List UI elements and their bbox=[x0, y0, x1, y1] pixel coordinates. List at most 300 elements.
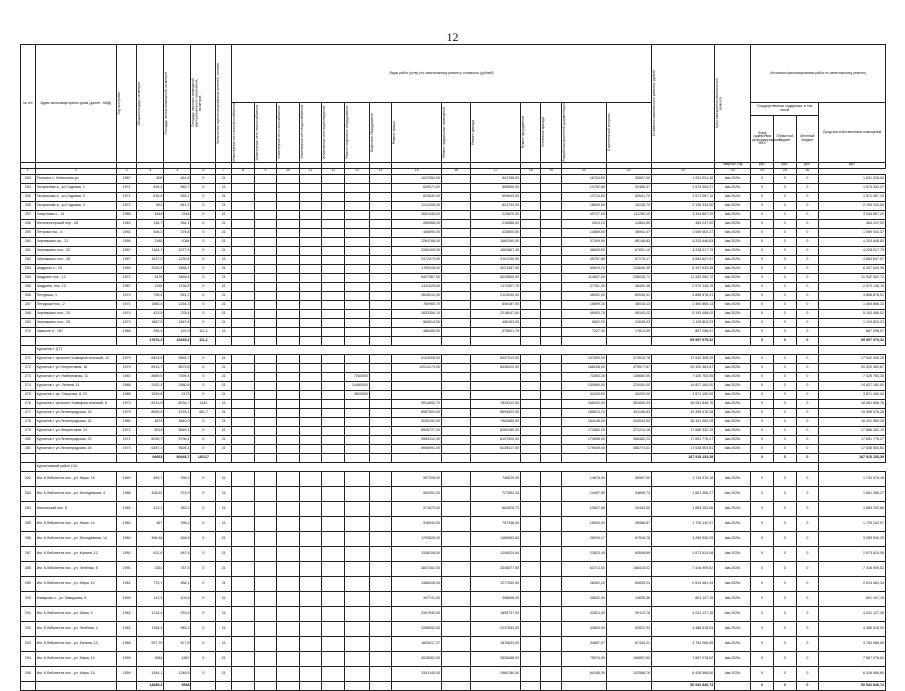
row-work-cost bbox=[254, 651, 277, 666]
row-work-cost bbox=[277, 651, 300, 666]
row-work-cost bbox=[232, 246, 255, 255]
row-work-cost bbox=[344, 606, 369, 621]
row-municipal: 0 bbox=[796, 636, 819, 651]
row-work-cost bbox=[322, 300, 345, 309]
row-work-cost bbox=[232, 561, 255, 576]
row-work-cost bbox=[521, 192, 541, 201]
row-total-area: 798,4 bbox=[137, 291, 164, 300]
row-work-cost: 1825017,37 bbox=[392, 636, 442, 651]
row-address: Железногорский пер., 28 bbox=[35, 219, 116, 228]
unit-deadline: квартал, год bbox=[715, 162, 751, 168]
row-fund: 0 bbox=[751, 291, 774, 300]
row-work-cost: 188208,00 bbox=[561, 363, 606, 372]
row-work-cost bbox=[277, 300, 300, 309]
header-work-1: Инженерные сети электроснабжения bbox=[232, 103, 237, 162]
row-regional: 0 bbox=[773, 516, 796, 531]
row-municipal: 0 bbox=[796, 531, 819, 546]
row-work-cost bbox=[521, 255, 541, 264]
subtotal-blank bbox=[322, 681, 345, 690]
row-deadline: 4кв.2020г. bbox=[715, 426, 751, 435]
row-total-cost: 1 931 021,30 bbox=[652, 174, 715, 183]
subtotal-blank bbox=[21, 336, 36, 345]
row-regional: 0 bbox=[773, 291, 796, 300]
row-work-cost bbox=[322, 666, 345, 681]
row-fund: 0 bbox=[751, 561, 774, 576]
row-deadline: 4кв.2020г. bbox=[715, 606, 751, 621]
row-work-cost bbox=[442, 354, 471, 363]
row-work-cost bbox=[299, 531, 322, 546]
row-address: Курчатов г. ул.Энергетиков, 21 bbox=[35, 426, 116, 435]
row-work-cost bbox=[369, 273, 392, 282]
row-work-cost bbox=[277, 228, 300, 237]
row-work-cost bbox=[322, 372, 345, 381]
row-regional: 0 bbox=[773, 201, 796, 210]
row-regional: 0 bbox=[773, 408, 796, 417]
row-living-area: 1084 bbox=[164, 237, 191, 246]
row-address: Курчатов г. ул.Энергетиков, 18 bbox=[35, 363, 116, 372]
row-work-cost bbox=[521, 219, 541, 228]
row-deadline: 4кв.2020г. bbox=[715, 471, 751, 486]
row-nonres-area: 0 bbox=[191, 561, 216, 576]
row-total-cost: 17 686 332,15 bbox=[652, 426, 715, 435]
row-work-cost bbox=[299, 246, 322, 255]
row-year: 1974 bbox=[116, 444, 136, 453]
row-owners: 3 871 160,00 bbox=[819, 390, 886, 399]
row-nonres-area: 0 bbox=[191, 651, 216, 666]
unit-rub-3: руб. bbox=[796, 162, 819, 168]
row-work-cost: 48400,48 bbox=[606, 282, 651, 291]
row-number: 270 bbox=[21, 327, 36, 336]
row-work-cost bbox=[254, 237, 277, 246]
row-work-cost bbox=[299, 621, 322, 636]
row-address: Им. К.Либкнехта пос., ул. Мира, 14 bbox=[35, 516, 116, 531]
row-work-cost: 8269180,00 bbox=[471, 426, 521, 435]
row-work-cost bbox=[277, 408, 300, 417]
row-work-cost bbox=[442, 192, 471, 201]
row-work-cost bbox=[232, 399, 255, 408]
header-works-group: Виды работ (услуг) по капитальному ремонту, стоимость (рублей) bbox=[232, 45, 652, 103]
row-residents: 21 bbox=[216, 651, 232, 666]
row-work-cost bbox=[254, 591, 277, 606]
subtotal-blank bbox=[277, 453, 300, 462]
row-work-cost bbox=[322, 606, 345, 621]
column-number: 5 bbox=[164, 168, 191, 174]
row-work-cost: 87443,21 bbox=[606, 636, 651, 651]
table-row bbox=[21, 372, 886, 381]
row-living-area: 7399,4 bbox=[164, 372, 191, 381]
row-number: 287 bbox=[21, 546, 36, 561]
row-total-area: 1184,7 bbox=[137, 246, 164, 255]
row-regional: 0 bbox=[773, 399, 796, 408]
row-municipal: 0 bbox=[796, 183, 819, 192]
row-work-cost bbox=[277, 246, 300, 255]
row-nonres-area: 0 bbox=[191, 444, 216, 453]
header-work-13: Разработка проектной документации bbox=[561, 103, 566, 162]
row-work-cost bbox=[521, 381, 541, 390]
header-work-2: Инженерные сети теплоснабжения bbox=[254, 104, 259, 160]
row-work-cost bbox=[442, 399, 471, 408]
row-total-area: 615,6 bbox=[137, 192, 164, 201]
row-work-cost: 33444,05 bbox=[606, 501, 651, 516]
row-living-area: 562,7 bbox=[164, 183, 191, 192]
row-work-cost bbox=[277, 255, 300, 264]
row-work-cost bbox=[442, 228, 471, 237]
row-work-cost bbox=[299, 444, 322, 453]
row-living-area: 983,1 bbox=[164, 621, 191, 636]
row-work-cost bbox=[322, 210, 345, 219]
row-work-cost: 8197520,00 bbox=[471, 435, 521, 444]
row-work-cost bbox=[232, 219, 255, 228]
row-work-cost bbox=[322, 531, 345, 546]
row-work-cost bbox=[369, 309, 392, 318]
subtotal-blank bbox=[21, 453, 36, 462]
subtotal-blank bbox=[116, 453, 136, 462]
row-nonres-area: 0 bbox=[191, 606, 216, 621]
row-work-cost bbox=[521, 417, 541, 426]
row-owners: 1 069 003,37 bbox=[819, 228, 886, 237]
row-address: Им. К.Либкнехта пос., ул. Мира, 15 bbox=[35, 471, 116, 486]
row-number: 292 bbox=[21, 621, 36, 636]
row-fund: 0 bbox=[751, 309, 774, 318]
row-year: 1980 bbox=[116, 417, 136, 426]
row-work-cost bbox=[521, 327, 541, 336]
row-total-area: 770,7 bbox=[137, 576, 164, 591]
row-fund: 0 bbox=[751, 246, 774, 255]
row-total-cost: 2 570 145,76 bbox=[652, 282, 715, 291]
row-work-cost bbox=[541, 237, 561, 246]
row-total-area: 6424,5 bbox=[137, 354, 164, 363]
row-work-cost bbox=[541, 399, 561, 408]
table-row bbox=[21, 531, 886, 546]
row-year: 1974 bbox=[116, 309, 136, 318]
row-deadline: 4кв.2020г. bbox=[715, 486, 751, 501]
subtotal-area: 17876,2 bbox=[137, 336, 164, 345]
row-work-cost bbox=[442, 531, 471, 546]
row-work-cost bbox=[369, 390, 392, 399]
row-nonres-area: 0 bbox=[191, 636, 216, 651]
row-work-cost bbox=[322, 363, 345, 372]
row-fund: 0 bbox=[751, 531, 774, 546]
subtotal-blank bbox=[35, 453, 116, 462]
row-work-cost bbox=[299, 501, 322, 516]
row-work-cost bbox=[299, 174, 322, 183]
row-residents: 21 bbox=[216, 318, 232, 327]
table-row bbox=[21, 408, 886, 417]
row-work-cost: 168332,00 bbox=[561, 399, 606, 408]
table-row bbox=[21, 264, 886, 273]
row-number: 285 bbox=[21, 516, 36, 531]
subtotal-blank bbox=[299, 681, 322, 690]
row-nonres-area: 0 bbox=[191, 666, 216, 681]
row-work-cost: 1895737,00 bbox=[471, 606, 521, 621]
row-living-area: 398,2 bbox=[164, 516, 191, 531]
row-work-cost bbox=[541, 576, 561, 591]
row-total-area: 1351 bbox=[137, 561, 164, 576]
row-residents: 21 bbox=[216, 444, 232, 453]
subtotal-blank bbox=[442, 336, 471, 345]
row-municipal: 0 bbox=[796, 606, 819, 621]
row-municipal: 0 bbox=[796, 576, 819, 591]
row-work-cost bbox=[521, 546, 541, 561]
row-nonres-area: 0 bbox=[191, 201, 216, 210]
row-work-cost bbox=[232, 237, 255, 246]
row-regional: 0 bbox=[773, 255, 796, 264]
row-work-cost bbox=[232, 309, 255, 318]
row-municipal: 0 bbox=[796, 591, 819, 606]
header-total-cost: Стоимость капитального ремонта, рублей bbox=[652, 70, 657, 137]
row-work-cost bbox=[232, 381, 255, 390]
row-owners: 7 667 078,62 bbox=[819, 651, 886, 666]
row-work-cost bbox=[369, 201, 392, 210]
row-work-cost bbox=[521, 300, 541, 309]
row-owners: 4 031 127,35 bbox=[819, 606, 886, 621]
row-deadline: 4кв.2020г. bbox=[715, 309, 751, 318]
row-owners: 2 570 145,76 bbox=[819, 282, 886, 291]
row-regional: 0 bbox=[773, 246, 796, 255]
table-row bbox=[21, 309, 886, 318]
row-address: Курчатов г. проспект Коммунистический, 8 bbox=[35, 399, 116, 408]
row-work-cost bbox=[254, 621, 277, 636]
row-fund: 0 bbox=[751, 201, 774, 210]
row-work-cost bbox=[344, 435, 369, 444]
table-row bbox=[21, 363, 886, 372]
row-work-cost: 63908,69 bbox=[606, 546, 651, 561]
row-work-cost bbox=[322, 309, 345, 318]
row-address: Петрушки пос., 2 bbox=[35, 300, 116, 309]
row-fund: 0 bbox=[751, 426, 774, 435]
subtotal-blank bbox=[541, 681, 561, 690]
row-nonres-area: 461,7 bbox=[191, 408, 216, 417]
row-work-cost bbox=[299, 219, 322, 228]
row-nonres-area: 0 bbox=[191, 255, 216, 264]
row-number: 272 bbox=[21, 363, 36, 372]
row-work-cost bbox=[541, 219, 561, 228]
row-residents: 21 bbox=[216, 327, 232, 336]
row-owners: 2 195 334,50 bbox=[819, 201, 886, 210]
subtotal-total-cost: 65 997 979,32 bbox=[652, 336, 715, 345]
row-work-cost bbox=[442, 606, 471, 621]
row-work-cost bbox=[254, 444, 277, 453]
row-residents: 21 bbox=[216, 174, 232, 183]
row-nonres-area: 0 bbox=[191, 183, 216, 192]
row-work-cost: 3847402,00 bbox=[392, 561, 442, 576]
row-living-area: 1077,5 bbox=[164, 246, 191, 255]
subtotal-blank bbox=[392, 453, 442, 462]
row-work-cost bbox=[254, 501, 277, 516]
table-row bbox=[21, 318, 886, 327]
row-municipal: 0 bbox=[796, 309, 819, 318]
row-work-cost bbox=[299, 408, 322, 417]
row-work-cost bbox=[344, 444, 369, 453]
row-regional: 0 bbox=[773, 372, 796, 381]
row-nonres-area: 0 bbox=[191, 591, 216, 606]
row-work-cost: 1876633,00 bbox=[471, 636, 521, 651]
row-address: Курчатов г. ул.Ленинградская, 26 bbox=[35, 444, 116, 453]
row-work-cost: 954351,00 bbox=[392, 486, 442, 501]
row-work-cost bbox=[254, 246, 277, 255]
row-work-cost: 6025859,00 bbox=[471, 273, 521, 282]
row-total-cost: 17 638 553,81 bbox=[652, 444, 715, 453]
row-work-cost bbox=[344, 264, 369, 273]
row-work-cost bbox=[442, 255, 471, 264]
row-address: Гагаринова а., ул.Садовая, 1 bbox=[35, 183, 116, 192]
row-total-cost: 1 571 067,10 bbox=[652, 192, 715, 201]
row-residents: 21 bbox=[216, 435, 232, 444]
row-regional: 0 bbox=[773, 300, 796, 309]
row-work-cost bbox=[299, 435, 322, 444]
row-municipal: 0 bbox=[796, 291, 819, 300]
row-work-cost: 646187,00 bbox=[471, 300, 521, 309]
row-work-cost bbox=[369, 237, 392, 246]
row-work-cost bbox=[277, 291, 300, 300]
row-work-cost: 486496,00 bbox=[392, 327, 442, 336]
row-work-cost: 17813,59 bbox=[606, 327, 651, 336]
row-owners: 4 228 017,79 bbox=[819, 246, 886, 255]
column-number: 11 bbox=[299, 168, 322, 174]
row-year: 1959 bbox=[116, 666, 136, 681]
row-total-area: 1185 bbox=[137, 237, 164, 246]
column-number: 13 bbox=[344, 168, 369, 174]
row-work-cost bbox=[232, 516, 255, 531]
row-number: 284 bbox=[21, 501, 36, 516]
row-total-cost: 2 673 624,08 bbox=[652, 546, 715, 561]
row-owners: 887 298,57 bbox=[819, 327, 886, 336]
row-residents: 21 bbox=[216, 300, 232, 309]
row-year: 1955 bbox=[116, 591, 136, 606]
row-deadline: 4кв.2020г. bbox=[715, 621, 751, 636]
row-work-cost bbox=[254, 228, 277, 237]
row-work-cost: 1131208,00 bbox=[392, 201, 442, 210]
row-work-cost bbox=[299, 486, 322, 501]
row-address: Никольский пос. 8 bbox=[35, 501, 116, 516]
row-total-cost: 801 107,15 bbox=[652, 591, 715, 606]
row-address: Черемшино пос., 35 bbox=[35, 255, 116, 264]
row-living-area: 103,6 bbox=[164, 591, 191, 606]
row-work-cost: 12864,50 bbox=[606, 219, 651, 228]
row-nonres-area: 0 bbox=[191, 576, 216, 591]
row-work-cost bbox=[344, 219, 369, 228]
row-total-area: 112,4 bbox=[137, 591, 164, 606]
row-work-cost bbox=[277, 501, 300, 516]
row-work-cost: 2347540,00 bbox=[392, 606, 442, 621]
subtotal-blank bbox=[521, 336, 541, 345]
row-work-cost bbox=[299, 327, 322, 336]
row-work-cost: 8307912,00 bbox=[471, 354, 521, 363]
row-work-cost bbox=[369, 255, 392, 264]
subtotal-blank bbox=[442, 453, 471, 462]
row-work-cost bbox=[369, 363, 392, 372]
subtotal-regional: 0 bbox=[773, 453, 796, 462]
row-year: 1974 bbox=[116, 291, 136, 300]
row-regional: 0 bbox=[773, 264, 796, 273]
row-total-area: 467 bbox=[137, 516, 164, 531]
row-total-cost: 14 827 160,00 bbox=[652, 381, 715, 390]
header-regional: Областной бюджет bbox=[773, 115, 796, 162]
row-number: 279 bbox=[21, 426, 36, 435]
column-number: 15 bbox=[392, 168, 442, 174]
row-nonres-area: 0 bbox=[191, 426, 216, 435]
row-address: Шадрино пос., 12 bbox=[35, 273, 116, 282]
row-work-cost bbox=[254, 327, 277, 336]
row-total-cost: 4 203 646,83 bbox=[652, 237, 715, 246]
row-work-cost bbox=[277, 381, 300, 390]
row-work-cost: 841768,00 bbox=[471, 174, 521, 183]
row-address: Рыльска с. Ленинская ул. bbox=[35, 174, 116, 183]
row-work-cost: 236026,72 bbox=[606, 273, 651, 282]
row-work-cost bbox=[369, 531, 392, 546]
row-nonres-area: 0 bbox=[191, 282, 216, 291]
row-work-cost bbox=[254, 291, 277, 300]
row-year: 1979 bbox=[116, 354, 136, 363]
row-address: Черемшино ул., 21 bbox=[35, 237, 116, 246]
row-municipal: 0 bbox=[796, 444, 819, 453]
subtotal-blank bbox=[254, 681, 277, 690]
row-total-cost: 3 344 867,20 bbox=[652, 210, 715, 219]
row-work-cost bbox=[521, 576, 541, 591]
row-regional: 0 bbox=[773, 219, 796, 228]
row-work-cost: 80619,70 bbox=[561, 264, 606, 273]
row-total-cost: 1 109 803,23 bbox=[652, 318, 715, 327]
row-work-cost: 166857,62 bbox=[606, 651, 651, 666]
header-work-4: Инженерные сети водоснабжения bbox=[299, 105, 304, 160]
header-year: Год постройки bbox=[116, 92, 121, 115]
header-work-5: Инженерные сети водоотведения bbox=[322, 105, 327, 159]
row-work-cost bbox=[369, 210, 392, 219]
row-living-area: 1136,5 bbox=[164, 282, 191, 291]
row-work-cost bbox=[299, 300, 322, 309]
row-work-cost bbox=[254, 282, 277, 291]
row-nonres-area: 0 bbox=[191, 291, 216, 300]
row-year: 1960 bbox=[116, 516, 136, 531]
row-regional: 0 bbox=[773, 354, 796, 363]
row-year: 1967 bbox=[116, 174, 136, 183]
row-work-cost bbox=[322, 318, 345, 327]
row-deadline: 4кв.2020г. bbox=[715, 183, 751, 192]
row-work-cost: 67516,78 bbox=[606, 531, 651, 546]
row-work-cost: 1489653,84 bbox=[471, 531, 521, 546]
row-work-cost bbox=[277, 372, 300, 381]
row-work-cost: 2124030,00 bbox=[471, 291, 521, 300]
row-work-cost bbox=[232, 300, 255, 309]
row-residents: 21 bbox=[216, 486, 232, 501]
row-work-cost bbox=[541, 246, 561, 255]
row-municipal: 0 bbox=[796, 651, 819, 666]
row-address: Курчатов г. ул. Ленина, 11 bbox=[35, 381, 116, 390]
row-work-cost bbox=[521, 591, 541, 606]
column-number: 2 bbox=[35, 168, 116, 174]
row-work-cost: 16764,00 bbox=[561, 174, 606, 183]
row-work-cost bbox=[299, 210, 322, 219]
row-fund: 0 bbox=[751, 300, 774, 309]
row-work-cost: 179549,40 bbox=[561, 444, 606, 453]
row-regional: 0 bbox=[773, 390, 796, 399]
row-fund: 0 bbox=[751, 192, 774, 201]
row-work-cost bbox=[344, 486, 369, 501]
header-address: Адрес многоквартирного дома (далее - МКД) bbox=[35, 45, 116, 163]
row-work-cost: 598859,00 bbox=[471, 183, 521, 192]
row-total-area: 423,5 bbox=[137, 309, 164, 318]
row-total-cost: 7 426 763,35 bbox=[652, 372, 715, 381]
row-work-cost: 398658,00 bbox=[471, 591, 521, 606]
row-number: 275 bbox=[21, 390, 36, 399]
table-row bbox=[21, 636, 886, 651]
row-work-cost bbox=[277, 264, 300, 273]
row-living-area: 1348,5 bbox=[164, 666, 191, 681]
row-deadline: 4кв.2020г. bbox=[715, 363, 751, 372]
row-regional: 0 bbox=[773, 174, 796, 183]
row-work-cost bbox=[369, 372, 392, 381]
row-work-cost bbox=[322, 546, 345, 561]
